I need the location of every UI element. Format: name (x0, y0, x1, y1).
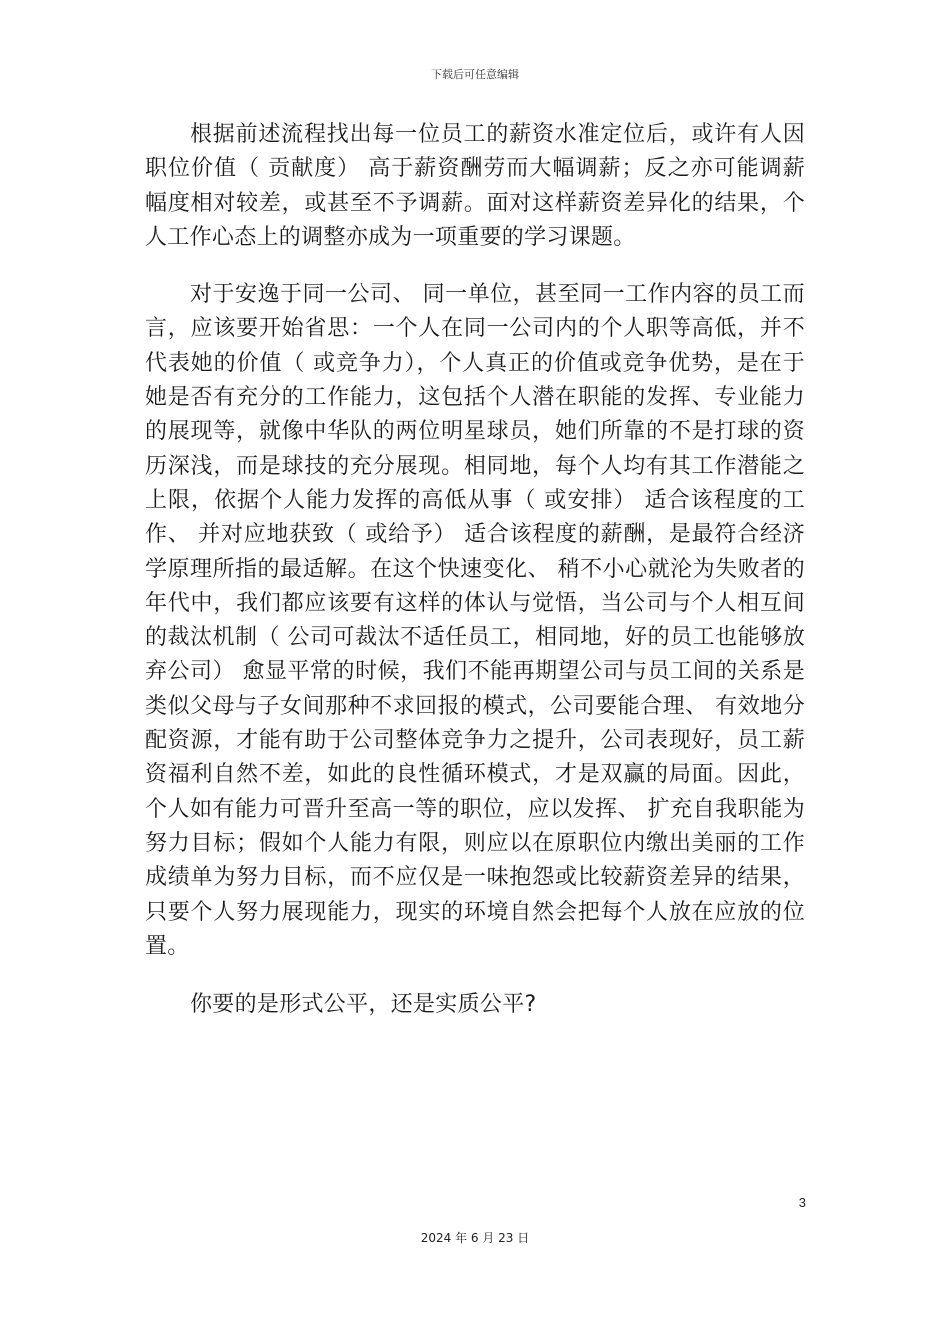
page-header: 下载后可任意编辑 (431, 68, 519, 81)
page-footer-date: 2024 年 6 月 23 日 (420, 1231, 530, 1245)
paragraph-fairness-question: 你要的是形式公平，还是实质公平? (190, 992, 537, 1018)
paragraph-salary-adjustment: 根据前述流程找出每一位员工的薪资水准定位后，或许有人因职位价值（ 贡献度） 高于薪资酬劳而大幅调薪；反之亦可能调薪幅度相对较差，或甚至不予调薪。面对这样薪资差异化的结果，个人工作心态上的调整亦成为一项重要的学习课题。 (145, 122, 805, 250)
paragraph-self-reflection: 对于安逸于同一公司、 同一单位，甚至同一工作内容的员工而言，应该要开始省思：一个人在同一公司内的个人职等高低，并不代表她的价值（ 或竞争力），个人真正的价值或竞争优势，是在于她是否有充分的工作能力，这包括个人潜在职能的发挥、专业能力的展现等，就像中华队的两位明星球员，她们所靠的不是打球的资历深浅，而是球技的充分展现。相同地，每个人均有其工作潜能之上限，依据个人能力发挥的高低从事（ 或安排） 适合该程度的工作、 并对应地获致（ 或给予） 适合该程度的薪酬，是最符合经济学原理所指的最适解。在这个快速变化、 稍不小心就沦为失败者的年代中，我们都应该要有这样的体认与觉悟，当公司与个人相互间的裁汰机制（ 公司可裁汰不适任员工，相同地，好的员工也能够放弃公司） 愈显平常的时候，我们不能再期望公司与员工间的关系是类似父母与子女间那种不求回报的模式，公司要能合理、 有效地分配资源，才能有助于公司整体竞争力之提升，公司表现好，员工薪资福利自然不差，如此的良性循环模式，才是双赢的局面。因此，个人如有能力可晋升至高一等的职位，应以发挥、 扩充自我职能为努力目标；假如个人能力有限，则应以在原职位内缴出美丽的工作成绩单为努力目标，而不应仅是一味抱怨或比较薪资差异的结果，只要个人努力展现能力，现实的环境自然会把每个人放在应放的位置。 (145, 282, 805, 959)
page-number: 3 (798, 1195, 806, 1210)
document-body (145, 118, 805, 1022)
